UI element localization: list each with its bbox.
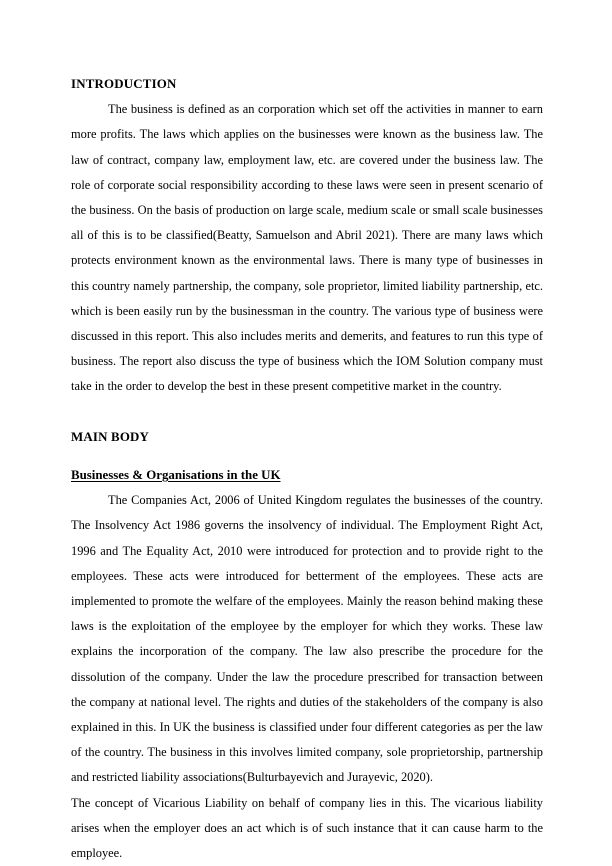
- main-body-paragraph-one: The Companies Act, 2006 of United Kingdom regulates the businesses of the country. The Insolvency Act 1986 governs the insolvency of individual. The Employment Right Act, 1996 and The Equality Act, 2010 were introduced for protection and to provide right to the employees. These acts were introduced for betterment of the employees. These acts are implemented to promote the welfare of the employees. Mainly the reason behind making these laws is the exploitation of the employee by the employer for which they works. These law explains the incorporation of the company. The law also prescribe the procedure for the dissolution of the company. Under the law the procedure prescribed for transaction between the company at national level. The rights and duties of the stakeholders of the company is also explained in this. In UK the business is classified under four different categories as per the law of the country. The business in this involves limited company, sole proprietorship, partnership and restricted liability associations(Bulturbayevich and Jurayevic, 2020).: [71, 493, 543, 785]
- heading-spacer: [71, 450, 543, 463]
- main-body-paragraph-two: The concept of Vicarious Liability on behalf of company lies in this. The vicarious liability arises when the employer does an act which is of such instance that it can cause harm to the employee.: [71, 795, 543, 861]
- section-spacer: [71, 400, 543, 425]
- introduction-paragraph: The business is defined as an corporation which set off the activities in manner to earn more profits. The laws which applies on the businesses were known as the business law. The law of contract, company law, employment law, etc. are covered under the business law. The role of corporate social responsibility according to these laws were seen in present scenario of the business. On the basis of production on large scale, medium scale or small scale businesses all of this is to be classified(Beatty, Samuelson and Abril 2021). There are many laws which protects environment known as the environmental laws. There is many type of businesses in this country namely partnership, the company, sole proprietor, limited liability partnership, etc. which is been easily run by the businessman in the country. The various type of business were discussed in this report. This also includes merits and demerits, and features to run this type of business. The report also discuss the type of business which the IOM Solution company must take in the order to develop the best in these present competitive market in the country.: [71, 102, 543, 394]
- introduction-heading: INTRODUCTION: [71, 77, 177, 91]
- document-body: [71, 72, 543, 866]
- businesses-organisations-subheading: Businesses & Organisations in the UK: [71, 468, 281, 483]
- main-body-heading: MAIN BODY: [71, 429, 150, 444]
